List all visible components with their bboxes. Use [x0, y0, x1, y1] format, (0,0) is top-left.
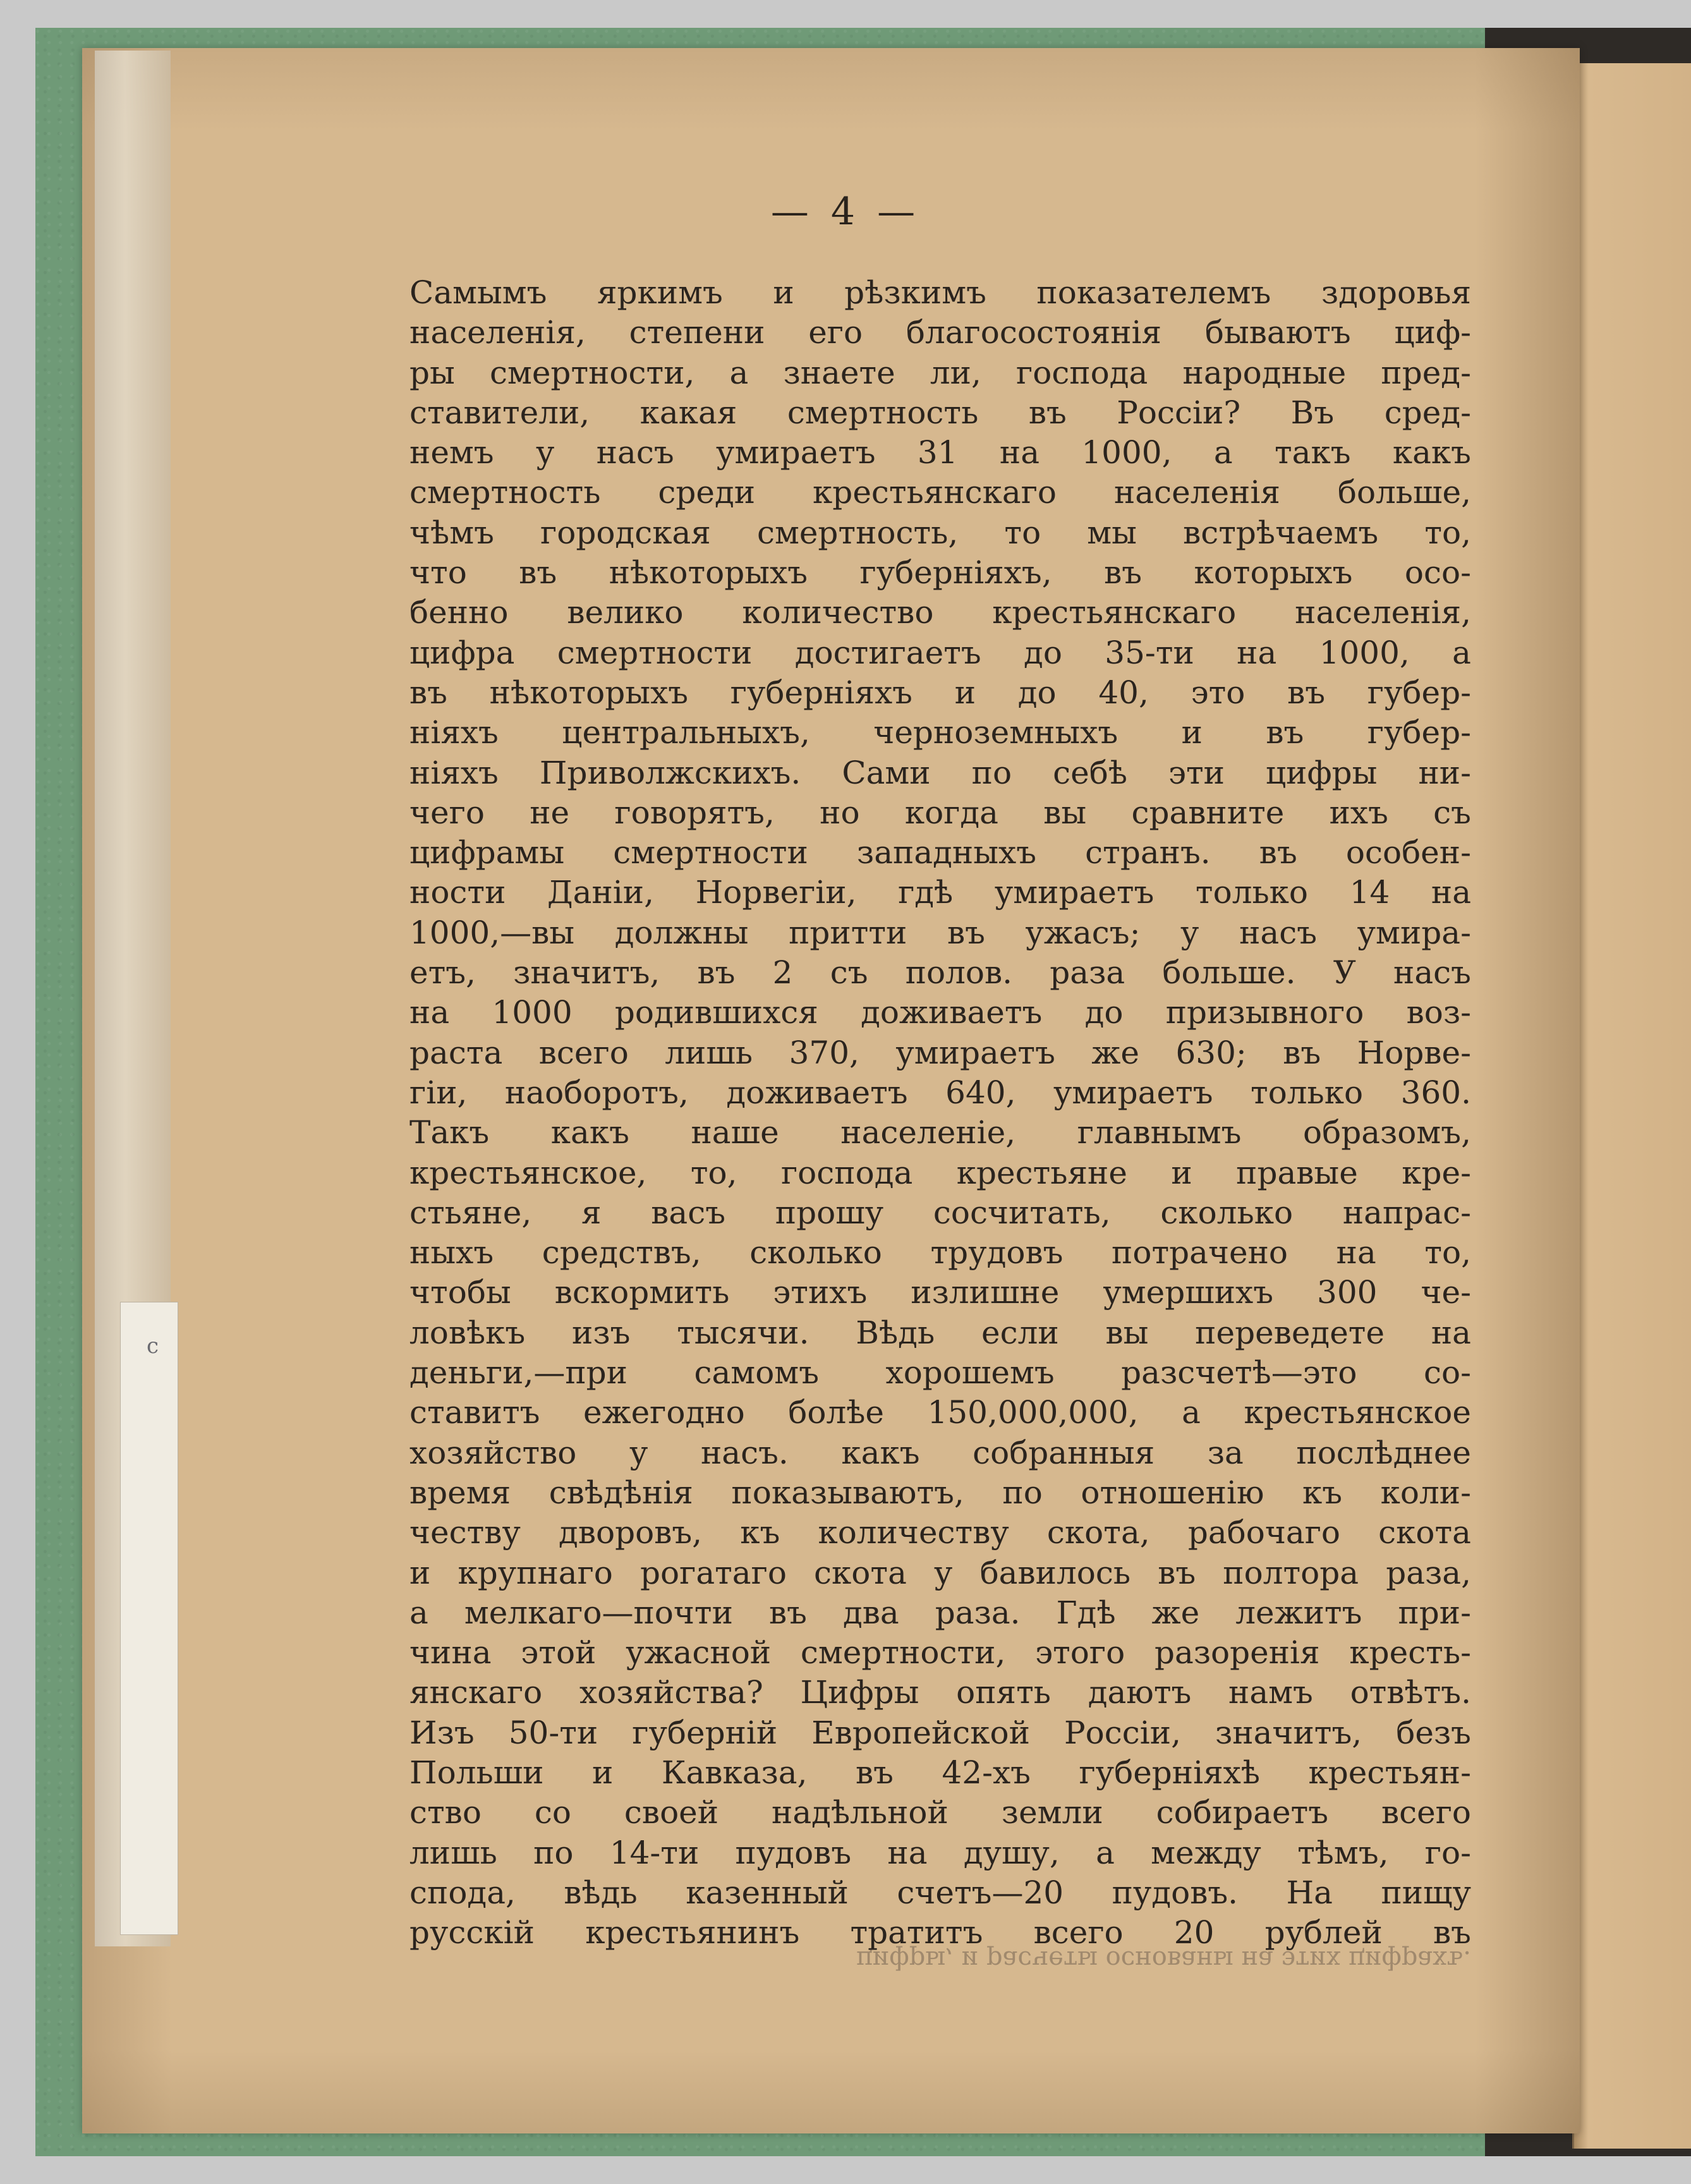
text-line: спода, вѣдь казенный счетъ—20 пудовъ. На пищу: [409, 1874, 1471, 1911]
text-line: ніяхъ центральныхъ, черноземныхъ и въ губер-: [409, 714, 1471, 751]
text-line: 1000,—вы должны притти въ ужасъ; у насъ умира-: [409, 914, 1471, 951]
text-line: что въ нѣкоторыхъ губерніяхъ, въ которыхъ осо-: [409, 554, 1471, 592]
text-line: ловѣкъ изъ тысячи. Вѣдь если вы переведете на: [409, 1314, 1471, 1351]
text-line: на 1000 родившихся доживаетъ до призывного воз-: [409, 994, 1471, 1031]
text-line: гіи, наоборотъ, доживаетъ 640, умираетъ только 360.: [409, 1074, 1471, 1111]
text-line: ставители, какая смертность въ Россіи? Въ сред-: [409, 394, 1471, 431]
text-line: а мелкаго—почти въ два раза. Гдѣ же лежитъ при-: [409, 1594, 1471, 1631]
text-line: чтобы вскормить этихъ излишне умершихъ 300 че-: [409, 1274, 1471, 1311]
text-line: чего не говорятъ, но когда вы сравните ихъ съ: [409, 794, 1471, 831]
margin-mark: с: [147, 1333, 159, 1359]
text-line: ры смертности, а знаете ли, господа народные пред-: [409, 354, 1471, 391]
text-line: Такъ какъ наше населеніе, главнымъ образомъ,: [409, 1114, 1471, 1151]
text-line: смертность среди крестьянскаго населенія больше,: [409, 474, 1471, 511]
text-line: етъ, значитъ, въ 2 съ полов. раза больше. У насъ: [409, 954, 1471, 992]
body-text: [409, 273, 1471, 1953]
text-line: стьяне, я васъ прошу сосчитать, сколько напрас-: [409, 1194, 1471, 1231]
text-line: крестьянское, то, господа крестьяне и правые кре-: [409, 1154, 1471, 1191]
text-line: Самымъ яркимъ и рѣзкимъ показателемъ здоровья: [409, 274, 1471, 311]
text-line: чѣмъ городская смертность, то мы встрѣчаемъ то,: [409, 514, 1471, 551]
text-line: ство со своей надѣльной земли собираетъ всего: [409, 1794, 1471, 1831]
text-line: ніяхъ Приволжскихъ. Сами по себѣ эти цифры ни-: [409, 754, 1471, 791]
text-line: немъ у насъ умираетъ 31 на 1000, а такъ какъ: [409, 434, 1471, 471]
text-line: цифрамы смертности западныхъ странъ. въ особен-: [409, 834, 1471, 871]
text-line: время свѣдѣнія показываютъ, по отношенію къ коли-: [409, 1474, 1471, 1511]
text-line: чина этой ужасной смертности, этого разоренія кресть-: [409, 1634, 1471, 1671]
text-line: въ нѣкоторыхъ губерніяхъ и до 40, это въ губер-: [409, 674, 1471, 711]
text-line: ности Даніи, Норвегіи, гдѣ умираетъ только 14 на: [409, 874, 1471, 911]
text-line: деньги,—при самомъ хорошемъ разсчетѣ—это со-: [409, 1354, 1471, 1392]
text-line: Польши и Кавказа, въ 42-хъ губерніяхѣ крестьян-: [409, 1754, 1471, 1791]
text-line: раста всего лишь 370, умираетъ же 630; въ Норве-: [409, 1034, 1471, 1071]
text-line: русскій крестьянинъ тратитъ всего 20 рублей въ: [409, 1914, 1471, 1951]
tape-paper-strip: [120, 1302, 178, 1935]
text-line: янскаго хозяйства? Цифры опять даютъ намъ отвѣтъ.: [409, 1674, 1471, 1711]
text-line: хозяйство у насъ. какъ собранныя за послѣднее: [409, 1434, 1471, 1471]
bleed-through-text: цифры, и расчеты основаны на этих цифрахъ.: [856, 1945, 1471, 1974]
text-line: ныхъ средствъ, сколько трудовъ потрачено на то,: [409, 1234, 1471, 1271]
text-line: лишь по 14-ти пудовъ на душу, а между тѣмъ, го-: [409, 1834, 1471, 1871]
text-line: и крупнаго рогатаго скота у бавилось въ полтора раза,: [409, 1554, 1471, 1591]
text-line: ставитъ ежегодно болѣе 150,000,000, а крестьянское: [409, 1394, 1471, 1431]
text-line: цифра смертности достигаетъ до 35-ти на 1000, а: [409, 634, 1471, 671]
text-line: населенія, степени его благосостоянія бываютъ циф-: [409, 314, 1471, 351]
adjacent-page-edge: [1572, 63, 1691, 2149]
text-line: Изъ 50-ти губерній Европейской Россіи, значитъ, безъ: [409, 1714, 1471, 1751]
text-line: честву дворовъ, къ количеству скота, рабочаго скота: [409, 1514, 1471, 1551]
text-line: бенно велико количество крестьянскаго населенія,: [409, 594, 1471, 631]
page-number: — 4 —: [770, 190, 921, 234]
